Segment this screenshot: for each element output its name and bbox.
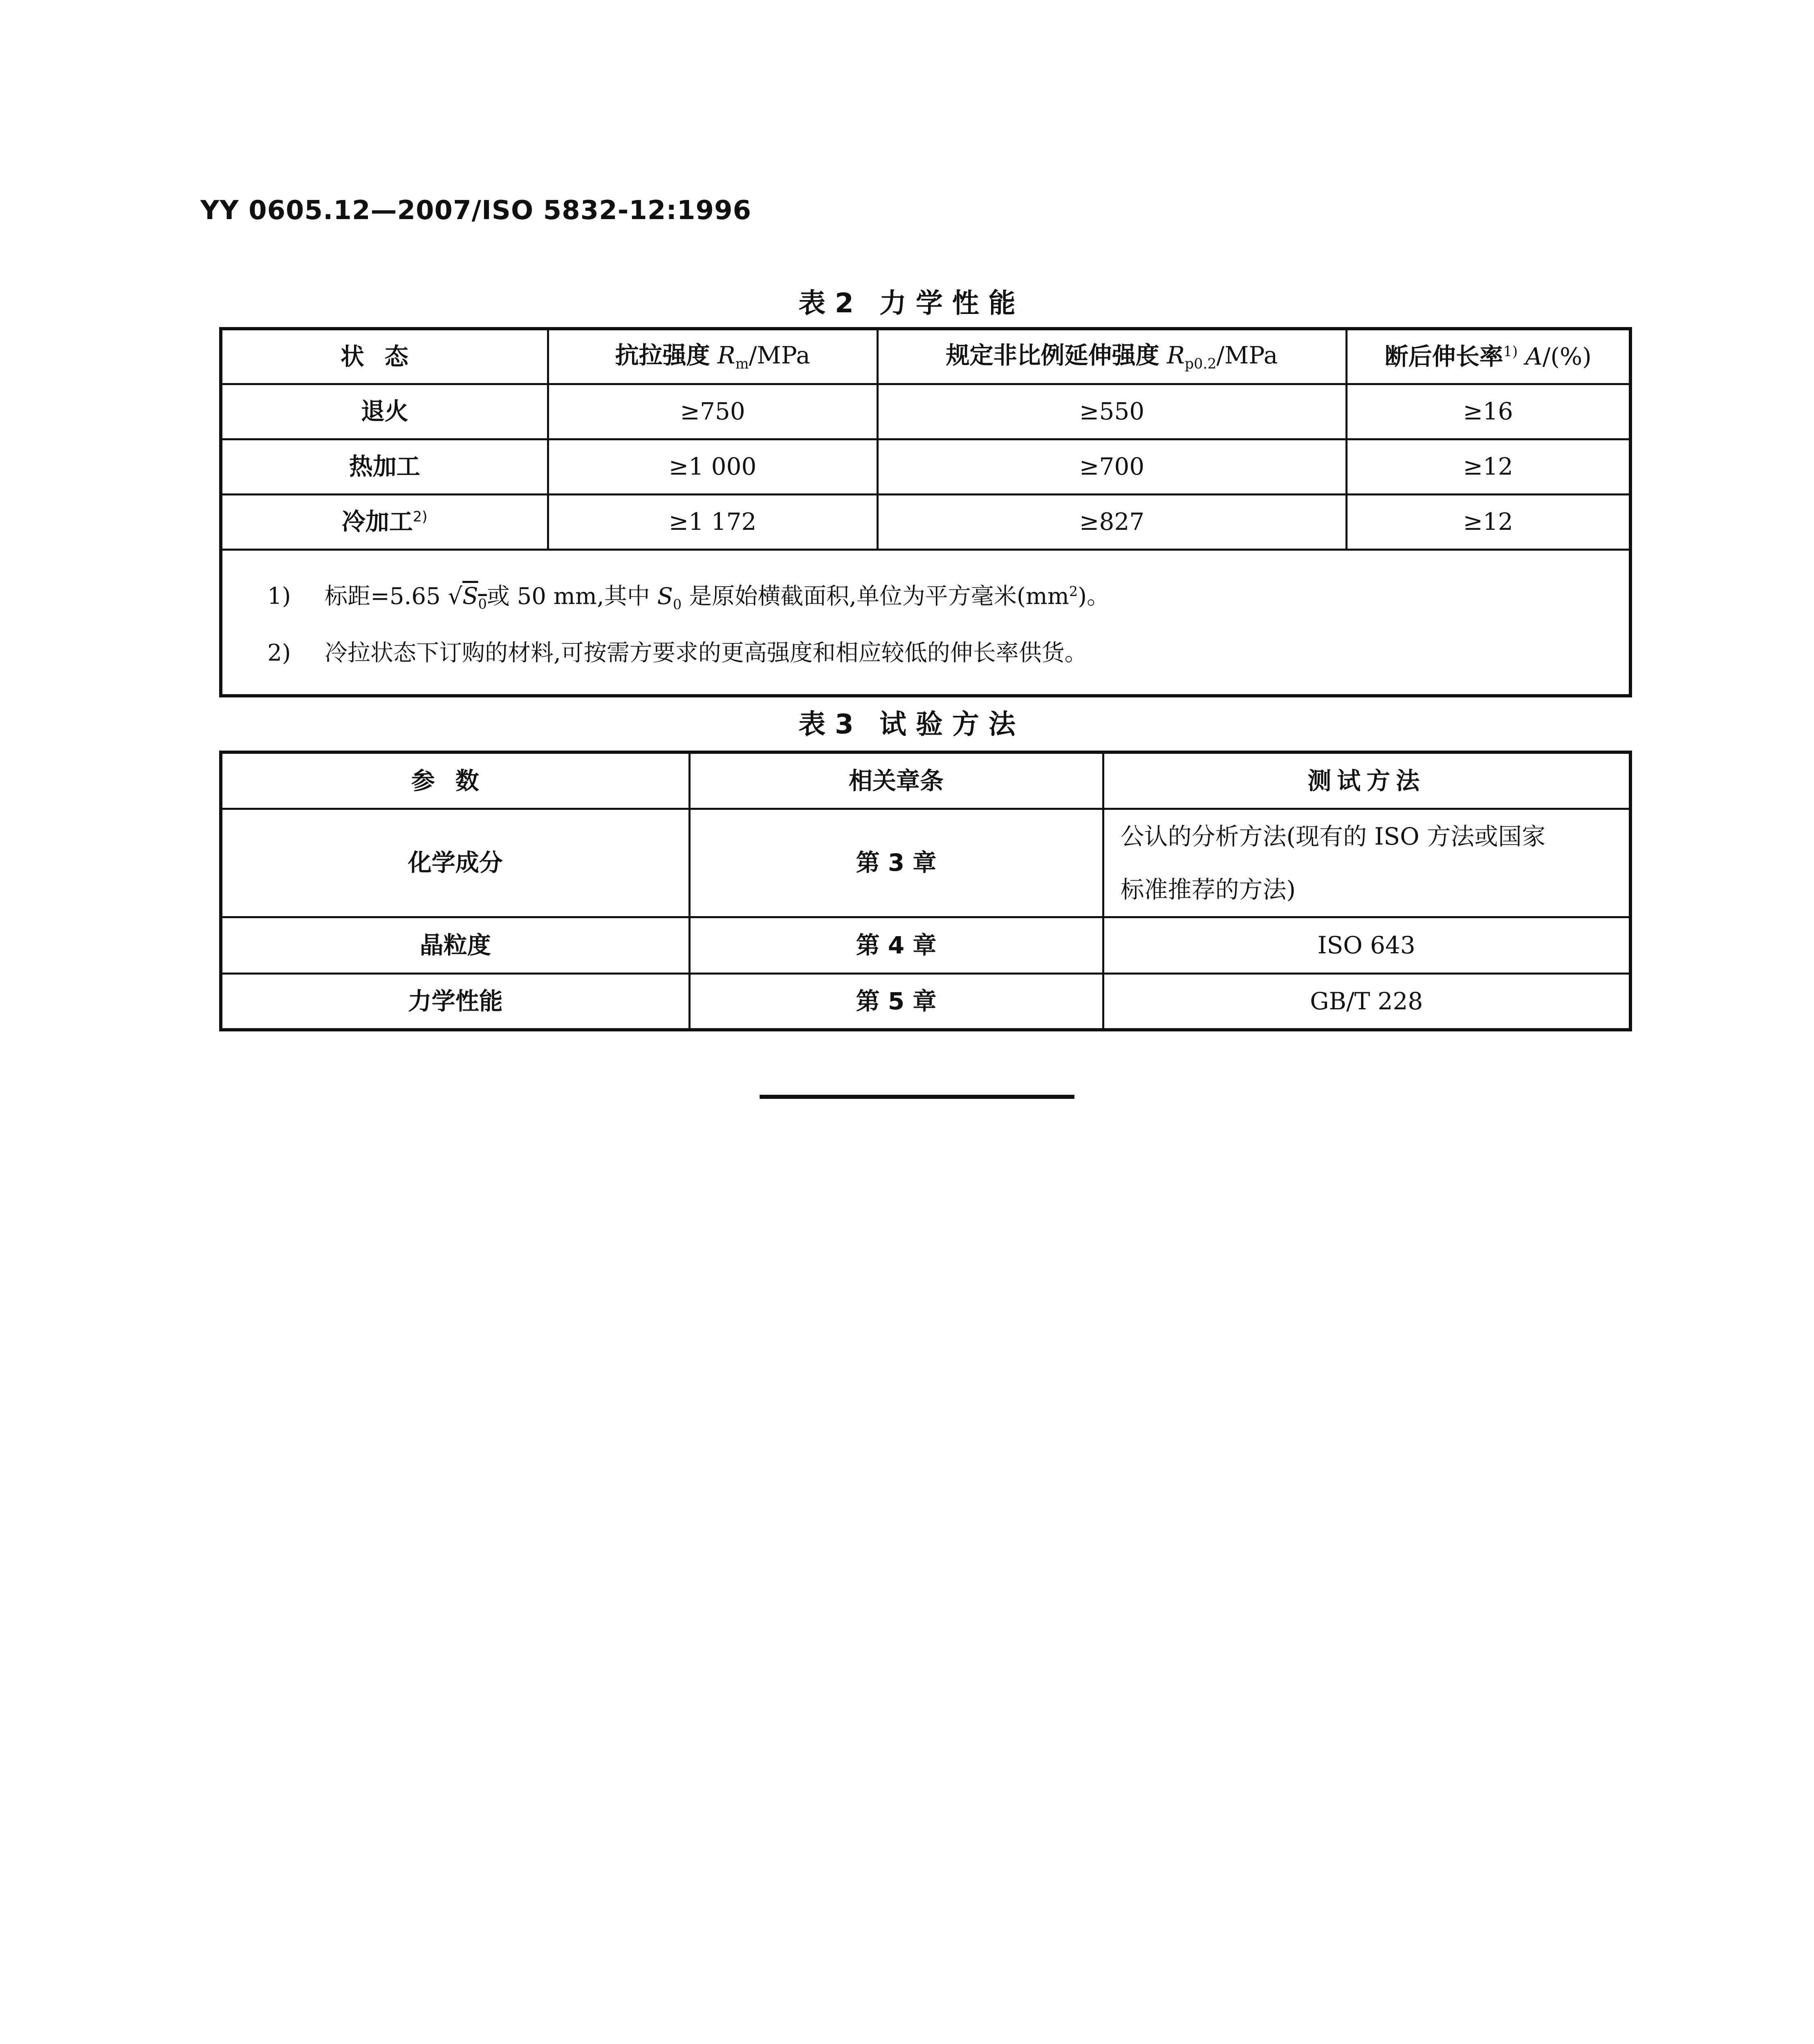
col-header-parameter: 参数 bbox=[221, 752, 689, 809]
row-elongation: ≥12 bbox=[1346, 494, 1630, 549]
col-header-state: 状态 bbox=[221, 329, 548, 384]
table-row bbox=[221, 809, 1630, 917]
table2-notes-row bbox=[221, 549, 1630, 696]
row-method: GB/T 228 bbox=[1103, 973, 1630, 1030]
row-parameter: 力学性能 bbox=[221, 973, 689, 1030]
table3-title-prefix: 表 3 bbox=[798, 708, 854, 740]
row-clause: 第 3 章 bbox=[689, 809, 1103, 917]
row-elongation: ≥12 bbox=[1346, 439, 1630, 494]
table2-title bbox=[0, 281, 1814, 320]
row-clause: 第 5 章 bbox=[689, 973, 1103, 1030]
row-tensile-strength: ≥1 000 bbox=[548, 439, 877, 494]
table2-notes bbox=[221, 549, 1630, 696]
test-methods-table bbox=[219, 751, 1632, 1031]
table-row bbox=[221, 494, 1630, 549]
table2-title-prefix: 表 2 bbox=[798, 287, 854, 319]
row-proof-strength: ≥700 bbox=[877, 439, 1346, 494]
row-clause: 第 4 章 bbox=[689, 917, 1103, 973]
row-tensile-strength: ≥1 172 bbox=[548, 494, 877, 549]
row-proof-strength: ≥550 bbox=[877, 384, 1346, 439]
row-state: 冷加工$^{2)}$ bbox=[221, 494, 548, 549]
col-header-method: 测试方法 bbox=[1103, 752, 1630, 809]
table-row bbox=[221, 973, 1630, 1030]
table3-title bbox=[0, 702, 1814, 741]
table-note-2: 2) 冷拉状态下订购的材料,可按需方要求的更高强度和相应较低的伸长率供货。 bbox=[267, 640, 1088, 667]
row-method: 公认的分析方法(现有的 ISO 方法或国家 标准推荐的方法) bbox=[1103, 809, 1630, 917]
col-header-proof-strength: 规定非比例延伸强度 $R_{p0.2}$/MPa bbox=[877, 329, 1346, 384]
row-elongation: ≥16 bbox=[1346, 384, 1630, 439]
mechanical-properties-table bbox=[219, 327, 1632, 697]
table-row bbox=[221, 384, 1630, 439]
document-standard-code: YY 0605.12—2007/ISO 5832-12:1996 bbox=[200, 195, 752, 226]
table2-header-row bbox=[221, 329, 1630, 384]
table3-title-text: 试 验 方 法 bbox=[879, 708, 1016, 740]
col-header-elongation: 断后伸长率$^{1)}$ A/(%) bbox=[1346, 329, 1630, 384]
table-row bbox=[221, 917, 1630, 973]
row-tensile-strength: ≥750 bbox=[548, 384, 877, 439]
row-state: 退火 bbox=[221, 384, 548, 439]
end-of-document-rule bbox=[760, 1095, 1074, 1099]
row-state: 热加工 bbox=[221, 439, 548, 494]
col-header-tensile-strength: 抗拉强度 $R_m$/MPa bbox=[548, 329, 877, 384]
table-note-1: 1) 标距=5.65 $√S_0$或 50 mm,其中 $S_0$ 是原始横截面积,单位为平方毫米$(mm^2)$。 bbox=[267, 583, 1110, 612]
col-header-clause: 相关章条 bbox=[689, 752, 1103, 809]
row-proof-strength: ≥827 bbox=[877, 494, 1346, 549]
table-row bbox=[221, 439, 1630, 494]
table3-header-row bbox=[221, 752, 1630, 809]
table2-title-text: 力 学 性 能 bbox=[879, 287, 1016, 319]
row-method: ISO 643 bbox=[1103, 917, 1630, 973]
row-parameter: 化学成分 bbox=[221, 809, 689, 917]
row-parameter: 晶粒度 bbox=[221, 917, 689, 973]
